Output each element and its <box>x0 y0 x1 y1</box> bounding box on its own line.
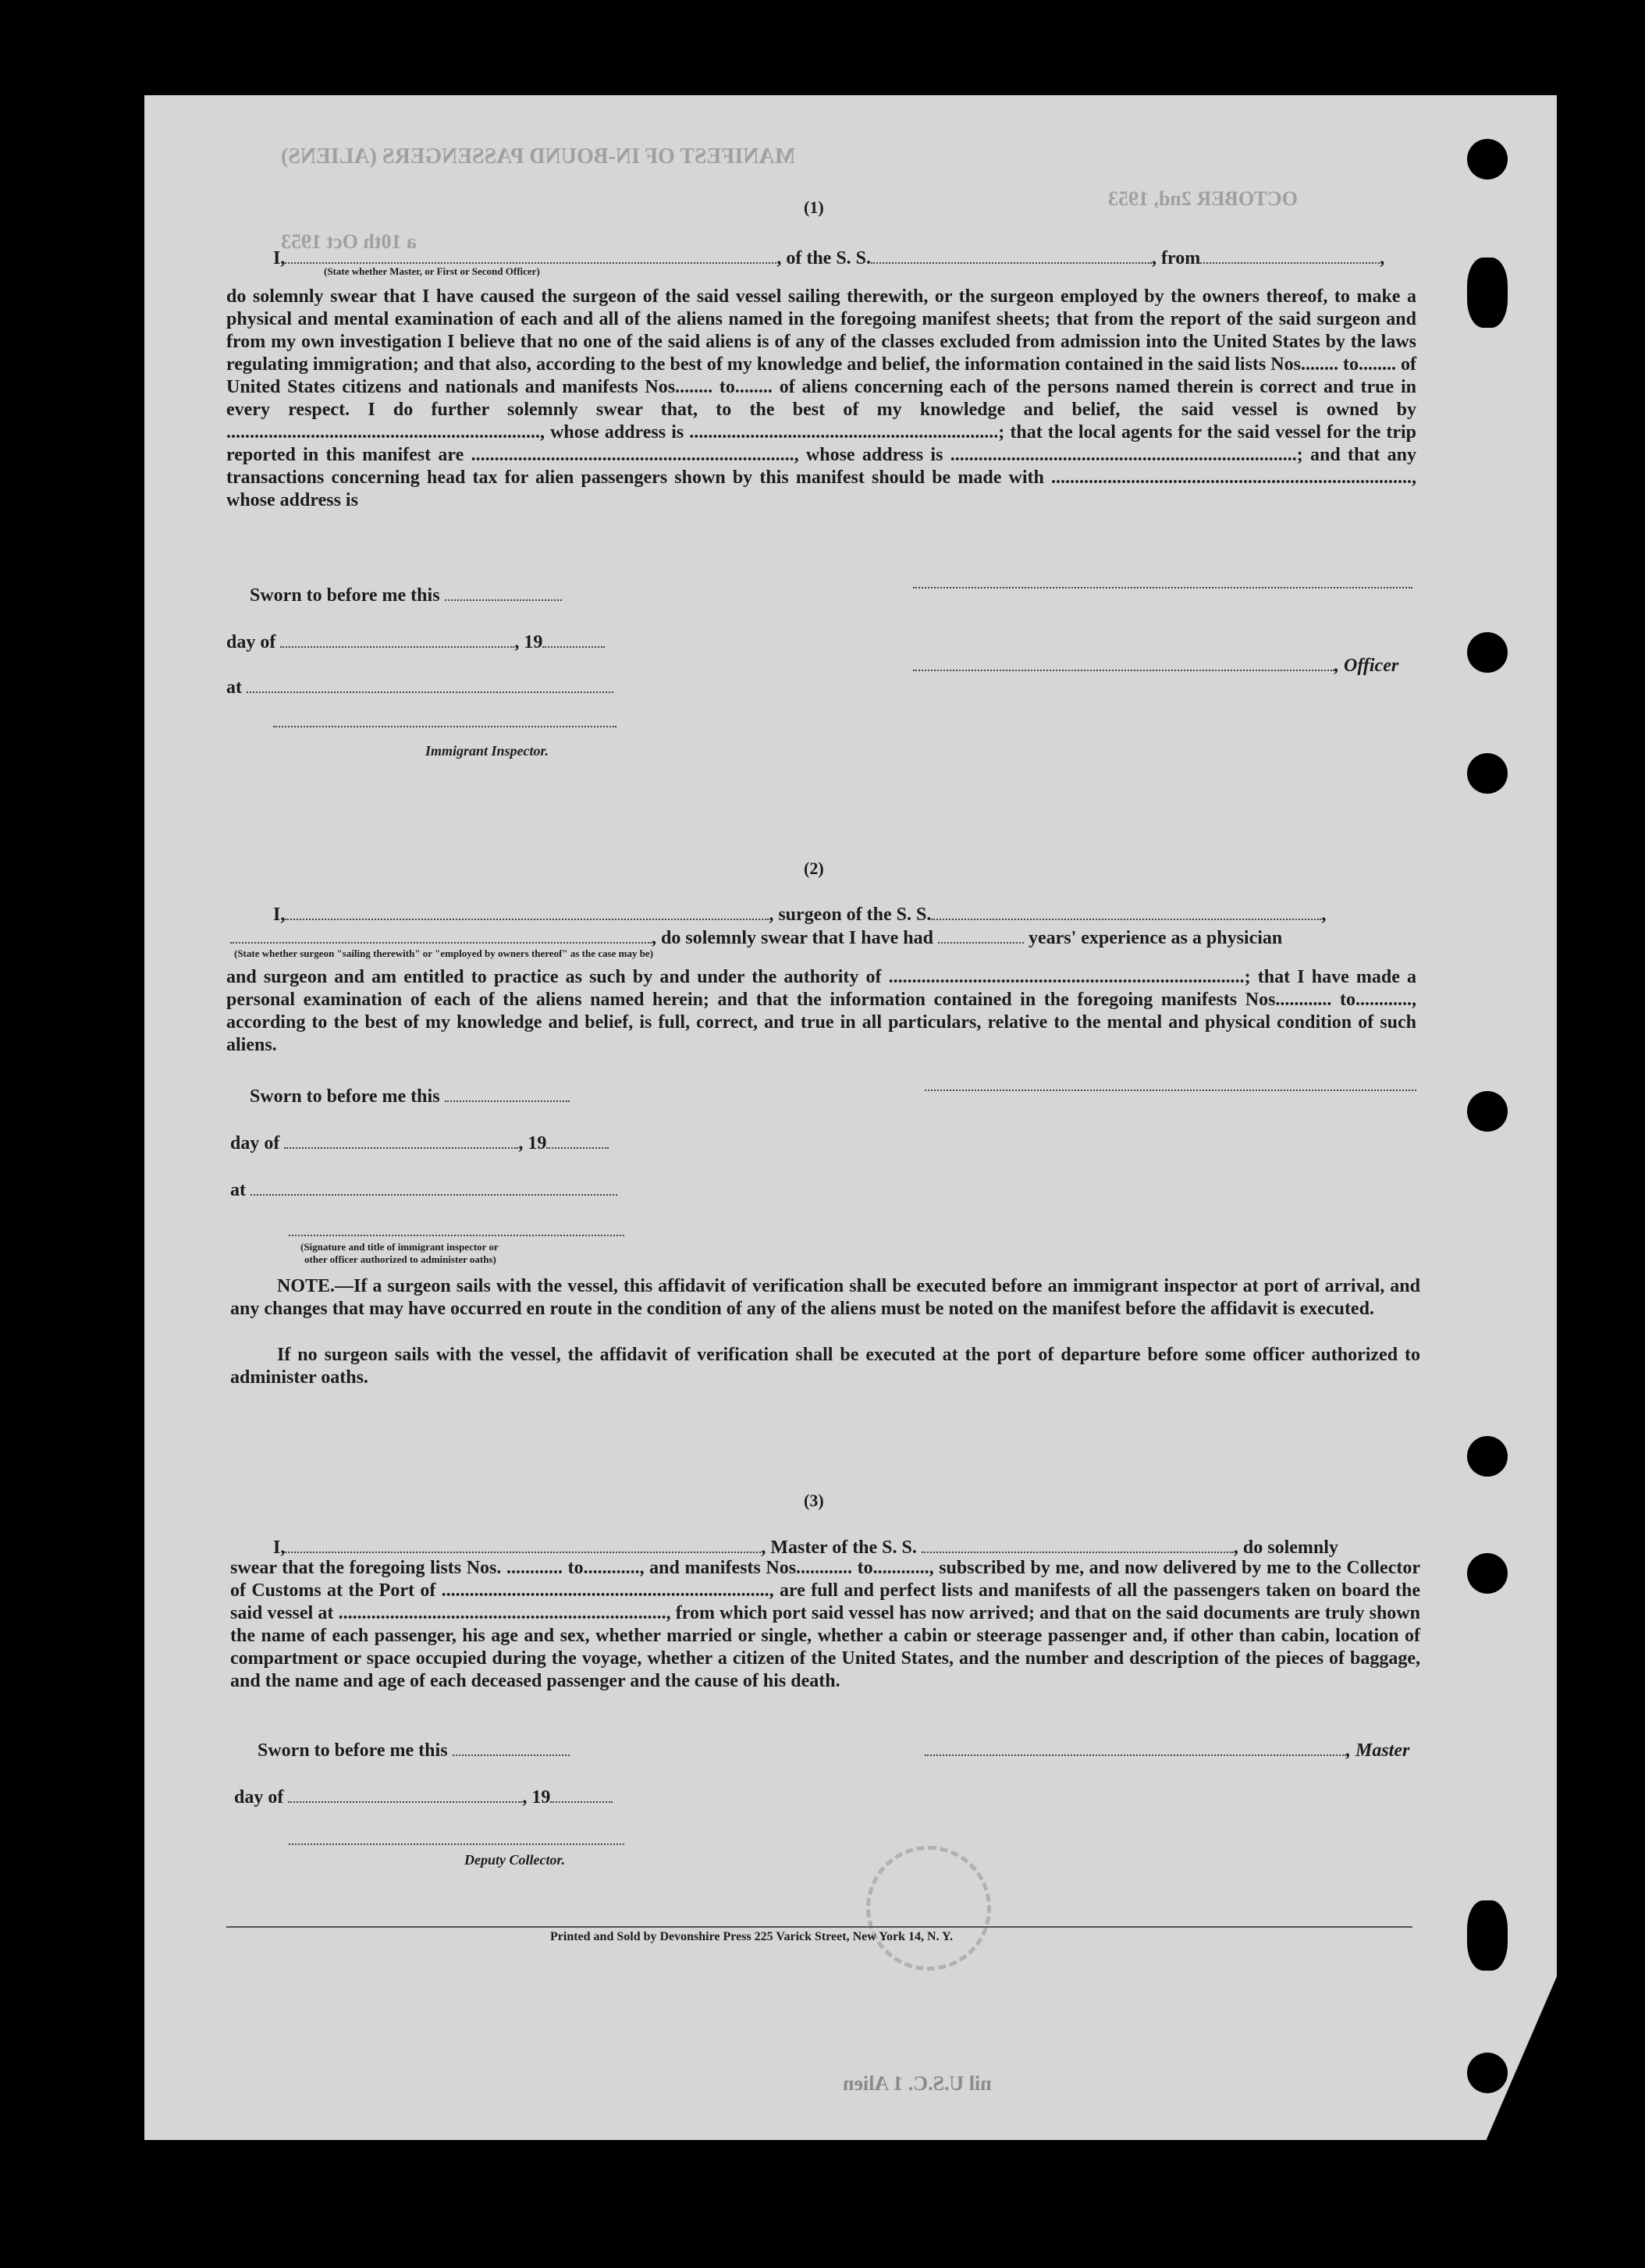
binder-hole <box>1467 1436 1508 1477</box>
binder-hole <box>1467 1900 1508 1971</box>
section-2-swear: , do solemnly swear that I have had years' experience as a physician <box>230 926 1282 949</box>
signature-caption-1: (Signature and title of immigrant inspector or <box>300 1241 499 1253</box>
officer-signature-line <box>913 587 1412 588</box>
binder-hole <box>1467 632 1508 673</box>
section-3-opening: I, , Master of the S. S. , do solemnly <box>273 1537 1338 1558</box>
binder-hole <box>1467 258 1508 328</box>
section-1-number: (1) <box>804 197 824 217</box>
round-stamp <box>866 1846 991 1971</box>
section-3-paragraph: swear that the foregoing lists Nos. ............ to............, and manifests Nos............ to............, subscribed by me, and now delivered by me to the Collector of Customs at the Port of ......................................................................, are full and perfect lists and manifests of all the passengers taken on board the said vessel at ......................................................................, from which port said vessel has now arrived; and that on the said documents are truly shown the name of each passenger, his age and sex, whether married or single, whether a cabin or steerage passenger and, if other than cabin, location of compartment or space occupied during the voyage, whether a citizen of the United States, and the number and description of the pieces of baggage, and the name and age of each deceased passenger and the cause of his death. <box>230 1558 1420 1691</box>
section-3-day: day of , 19 <box>234 1786 613 1808</box>
section-1-opening: I, , of the S. S. , from , <box>273 248 1385 268</box>
binder-hole <box>1467 139 1508 180</box>
section-3-sworn: Sworn to before me this <box>258 1739 570 1761</box>
note-paragraph-2: If no surgeon sails with the vessel, the affidavit of verification shall be executed at the port of departure before some officer authorized to administer oaths. <box>230 1345 1420 1388</box>
section-2-opening: I, , surgeon of the S. S. , <box>273 905 1327 925</box>
section-1-day: day of , 19 <box>226 631 605 653</box>
mirrored-title: MANIFEST OF IN-BOUND PASSENGERS (ALIENS) <box>281 144 796 169</box>
note-paragraph-1: NOTE.—If a surgeon sails with the vessel, this affidavit of verification shall be executed before an immigrant inspector at port of arrival, and any changes that may have occurred en route in the condition of any of the aliens must be noted on the manifest before the affidavit is executed. <box>230 1276 1420 1319</box>
officer-caption: (State whether Master, or First or Second Officer) <box>324 265 540 277</box>
signature-caption-2: other officer authorized to administer oaths) <box>304 1253 496 1265</box>
surgeon-caption: (State whether surgeon "sailing therewith" or "employed by owners thereof" as the case may be) <box>234 947 654 959</box>
binder-hole <box>1467 753 1508 794</box>
inspector-caption: Immigrant Inspector. <box>425 743 549 759</box>
section-2-day: day of , 19 <box>230 1132 609 1154</box>
section-1-paragraph: do solemnly swear that I have caused the surgeon of the said vessel sailing therewith, or the surgeon employed by the owners thereof, to make a physical and mental examination of each and all of the aliens named in the foregoing manifest sheets; that from the report of the said surgeon and from my own investigation I believe that no one of the said aliens is of any of the classes excluded from admission into the United States by the laws regulating immigration; and that also, according to the best of my knowledge and belief, the information contained in the said lists Nos........ to........ of United States citizens and nationals and manifests Nos........ to........ of aliens concerning each of the persons named therein is correct and true in every respect. I do further solemnly swear that, to the best of my knowledge and belief, the said vessel is owned by ..................................................................., whose address is ..................................................................; that the local agents for the said vessel for the trip reported in this manifest are ....................................................................., whose address is ..........................................................................; and that any transactions concerning head tax for alien passengers shown by this manifest should be made with ............................................................................., whose address is <box>226 286 1416 510</box>
mirrored-date-left: a 10th Oct 1953 <box>281 230 417 253</box>
section-2-at: at <box>230 1178 617 1201</box>
footer-rule <box>226 1926 1412 1928</box>
section-2-paragraph: and surgeon and am entitled to practice as such by and under the authority of ............................................................................; that I have made a personal examination of each of the aliens named herein; and that the information contained in the foregoing manifests Nos............ to............, according to the best of my knowledge and belief, is full, correct, and true in all particulars, relative to the mental and physical condition of such aliens. <box>226 967 1416 1055</box>
section-2-number: (2) <box>804 858 824 878</box>
printer-credit: Printed and Sold by Devonshire Press 225 Varick Street, New York 14, N. Y. <box>550 1930 954 1943</box>
binder-hole <box>1467 1091 1508 1132</box>
mirrored-date-right: OCTOBER 2nd, 1953 <box>1108 187 1298 210</box>
authorized-signature-line <box>289 1235 624 1236</box>
section-1-officer: , Officer <box>913 654 1398 677</box>
section-1-sworn: Sworn to before me this <box>250 584 562 606</box>
surgeon-signature-line <box>925 1090 1416 1091</box>
deputy-caption: Deputy Collector. <box>464 1852 565 1868</box>
binder-hole <box>1467 1553 1508 1594</box>
section-1-at: at <box>226 676 613 699</box>
section-3-number: (3) <box>804 1491 824 1510</box>
mirrored-bottom-text: nil U.S.C. 1 Alien <box>843 2072 992 2095</box>
deputy-signature-line <box>289 1843 624 1845</box>
inspector-signature-line <box>273 726 616 727</box>
section-2-sworn: Sworn to before me this <box>250 1085 570 1107</box>
section-3-master: , Master <box>925 1739 1409 1761</box>
binder-hole <box>1467 2053 1508 2093</box>
